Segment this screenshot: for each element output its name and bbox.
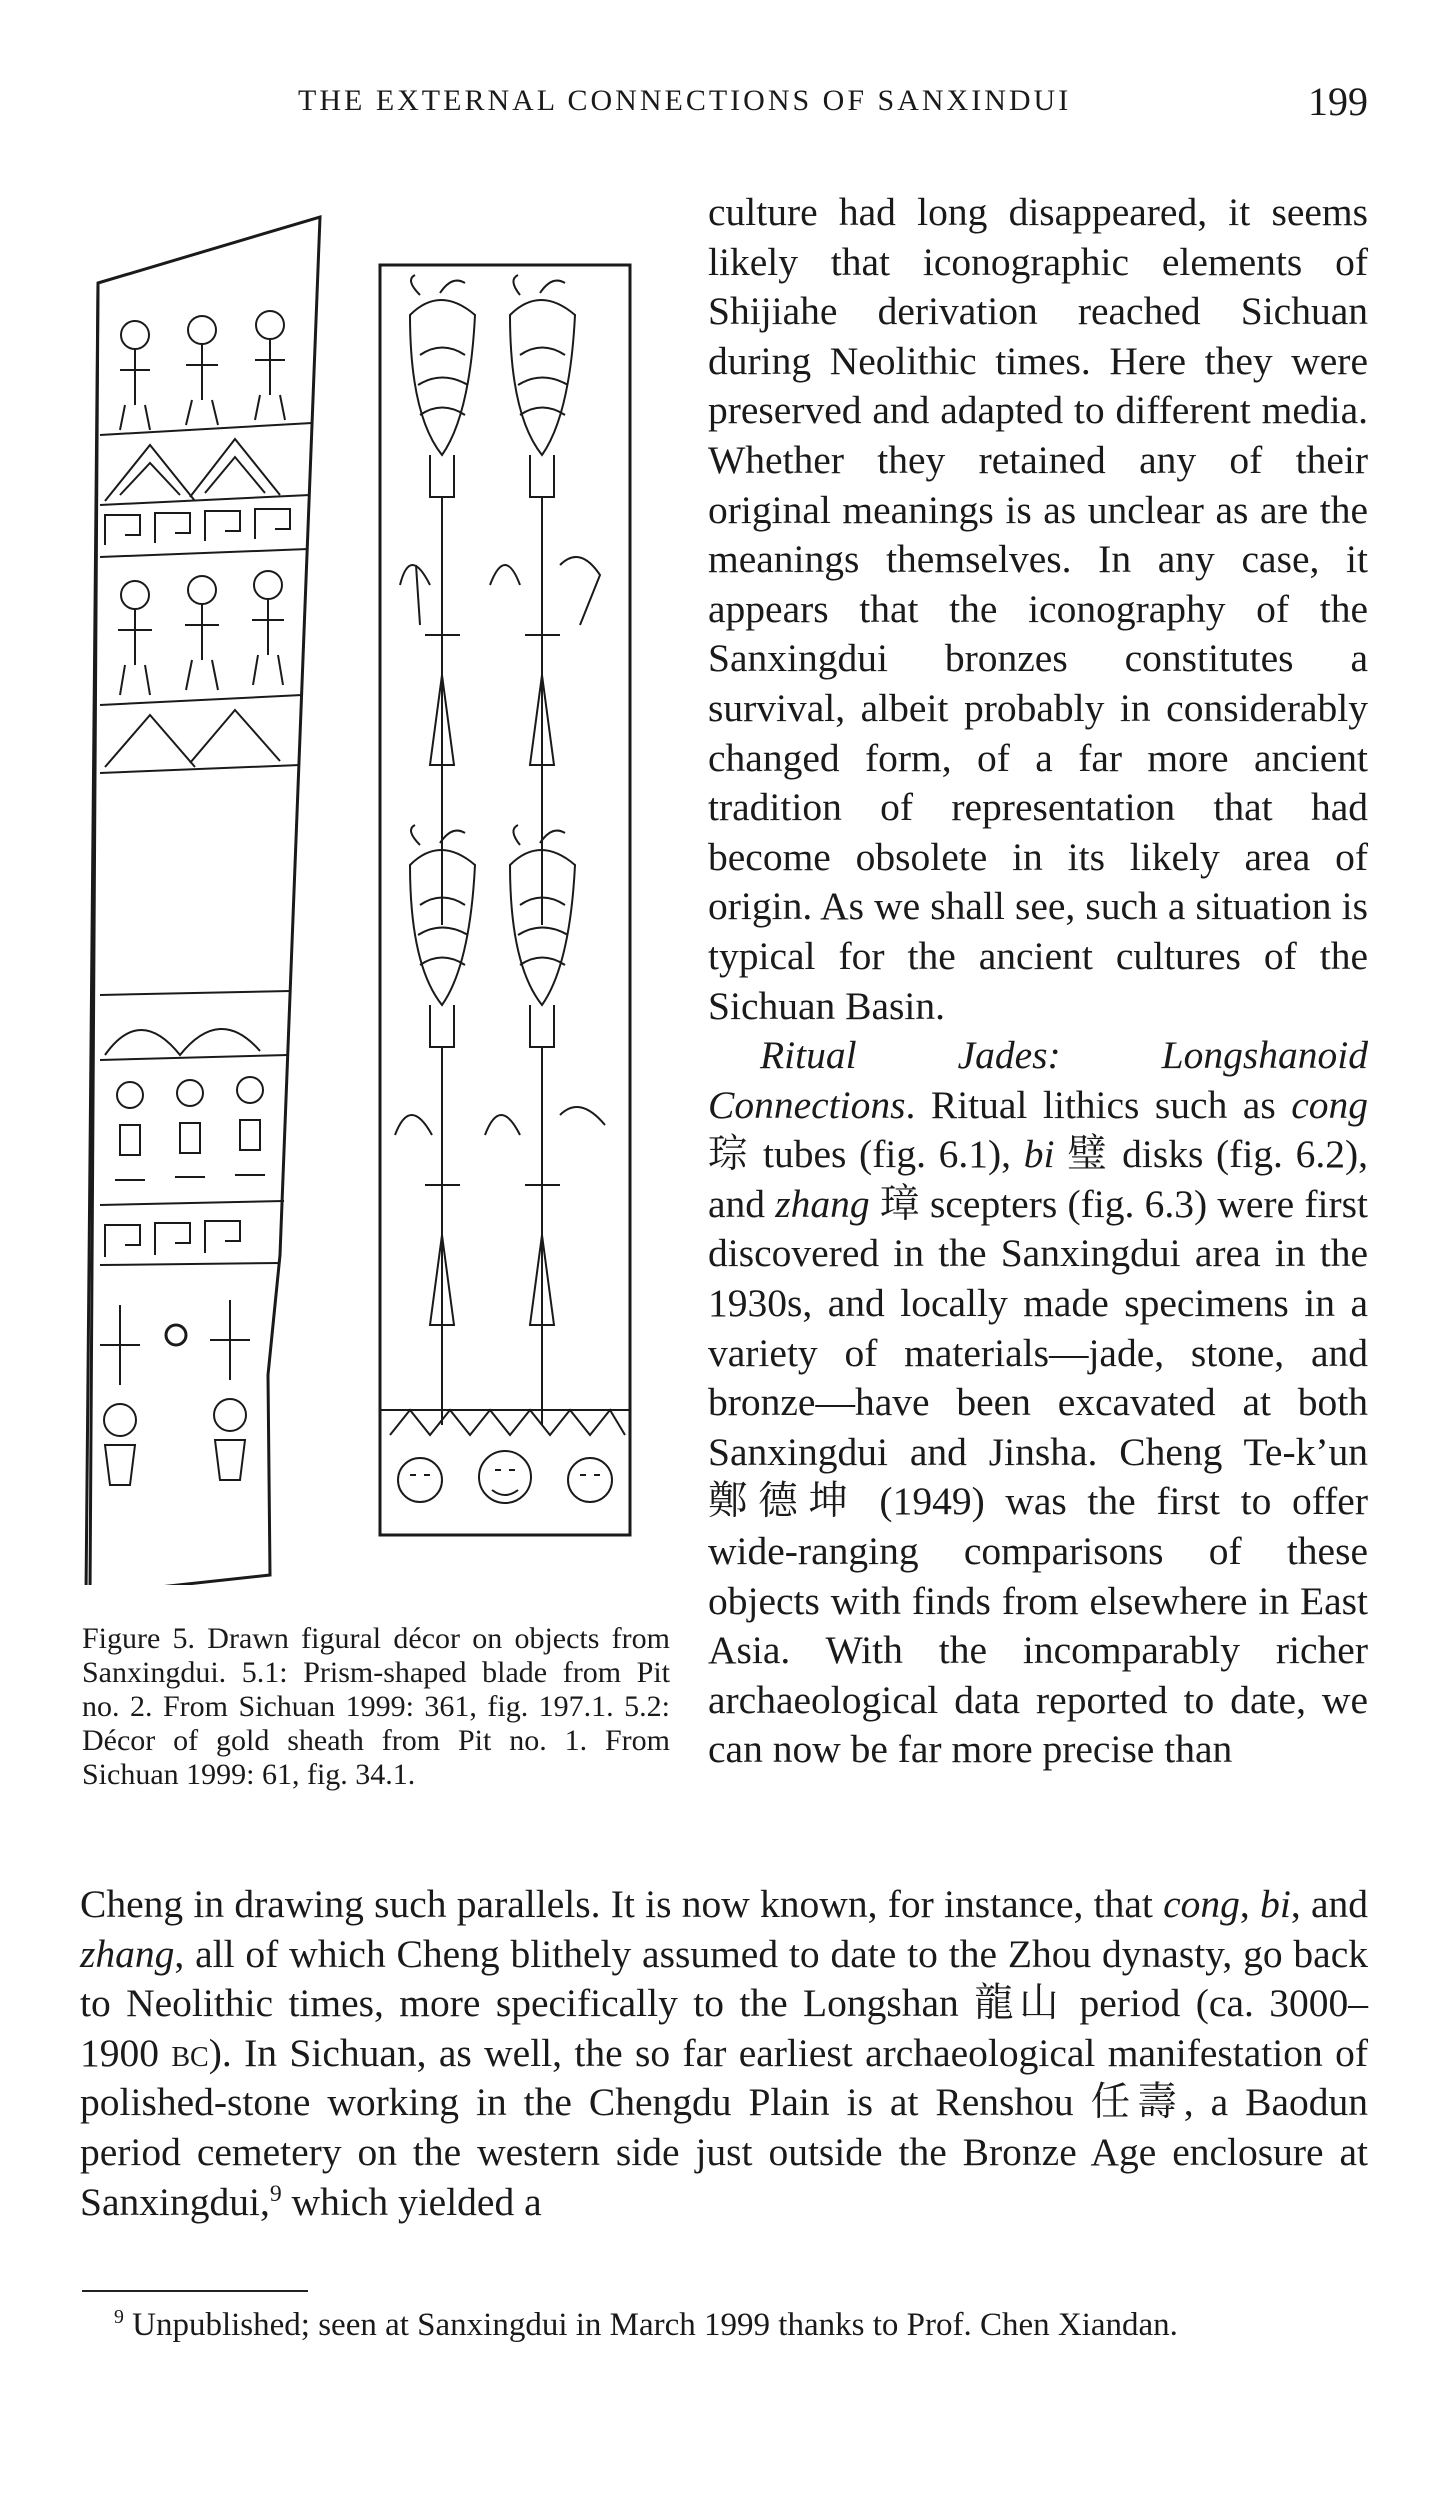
text-run: , and: [1290, 1882, 1368, 1926]
term-zhang: zhang: [80, 1931, 175, 1976]
term-bi: bi: [1260, 1882, 1291, 1926]
footnote-marker: 9: [114, 2306, 124, 2328]
text-run: 璋 scepters (fig. 6.3) were first discovered in the Sanxingdui area in the 1930s, and locally made specimens in a variety of materials—jade, stone, and bronze—have been excavated at both Sanxingdui and Jinsha. Cheng Te-k’un 鄭德坤 (1949) was the first to offer wide-ranging comparisons of these objects with finds from elsewhere in East Asia. With the incomparably richer archaeological data reported to date, we can now be far more precise than: [708, 1181, 1368, 1772]
footnote-rule: [82, 2290, 308, 2292]
full-width-text: [80, 1880, 1368, 2227]
era-bc: bc: [171, 2030, 209, 2075]
text-run: Cheng in drawing such parallels. It is now known, for instance, that: [80, 1882, 1164, 1926]
paragraph-1: culture had long disappeared, it seems likely that iconographic elements of Shijiahe derivation reached Sichuan during Neolithic times. Here they were preserved and adapted to different media. Whether they retained any of their original meanings is as unclear as are the meanings themselves. In any case, it appears that the iconography of the Sanxingdui bronzes constitutes a survival, albeit probably in considerably changed form, of a far more ancient tradition of representation that had become obsolete in its likely area of origin. As we shall see, such a situation is typical for the ancient cultures of the Sichuan Basin.: [708, 190, 1368, 1028]
text-run: . Ritual lithics such as: [905, 1082, 1292, 1127]
term-cong: cong: [1163, 1882, 1240, 1926]
term-cong: cong: [1291, 1082, 1368, 1127]
term-bi: bi: [1023, 1132, 1055, 1177]
figure-caption: Figure 5. Drawn figural décor on objects from Sanxingdui. 5.1: Prism-shaped blade from Pit no. 2. From Sichuan 1999: 361, fig. 197.1. 5.2: Décor of gold sheath from Pit no. 1. From Sichuan 1999: 61, fig. 34.1.: [82, 1622, 670, 1791]
text-run: 琮 tubes (fig. 6.1),: [708, 1132, 1024, 1177]
paragraph-2: [708, 1031, 1368, 1775]
footnote-text: Unpublished; seen at Sanxingdui in March 1999 thanks to Prof. Chen Xiandan.: [123, 2307, 1178, 2343]
paragraph-3: [80, 1880, 1368, 2227]
text-run: which yielded a: [281, 2179, 542, 2224]
footnote-9: [114, 2305, 1364, 2345]
term-zhang: zhang: [775, 1181, 870, 1226]
sheath-drawing: [380, 265, 630, 1535]
text-run: ,: [1239, 1882, 1261, 1926]
page-number: 199: [1308, 79, 1368, 124]
text-run: , all of which Cheng blithely assumed to date to the Zhou dynasty, go back to Neolithic times, more specifically to the Longshan 龍山 period (ca. 3000–1900: [80, 1931, 1368, 2075]
section-heading: Ritual Jades: Longshanoid Connections: [708, 1033, 1368, 1127]
figure-drawing: [80, 205, 680, 1585]
footnote-reference[interactable]: 9: [269, 2180, 282, 2207]
figure-5: [80, 205, 680, 1585]
running-head: THE EXTERNAL CONNECTIONS OF SANXINDUI: [298, 84, 1072, 117]
blade-drawing: [86, 217, 320, 1585]
text-run: ). In Sichuan, as well, the so far earliest archaeological manifestation of polished-stone working in the Chengdu Plain is at Renshou 任壽, a Baodun period cemetery on the western side just outside the Bronze Age enclosure at Sanxingdui,: [80, 2030, 1369, 2224]
right-column: [708, 188, 1368, 1775]
text-run: 璧 disks (fig. 6.2), and: [708, 1132, 1368, 1226]
